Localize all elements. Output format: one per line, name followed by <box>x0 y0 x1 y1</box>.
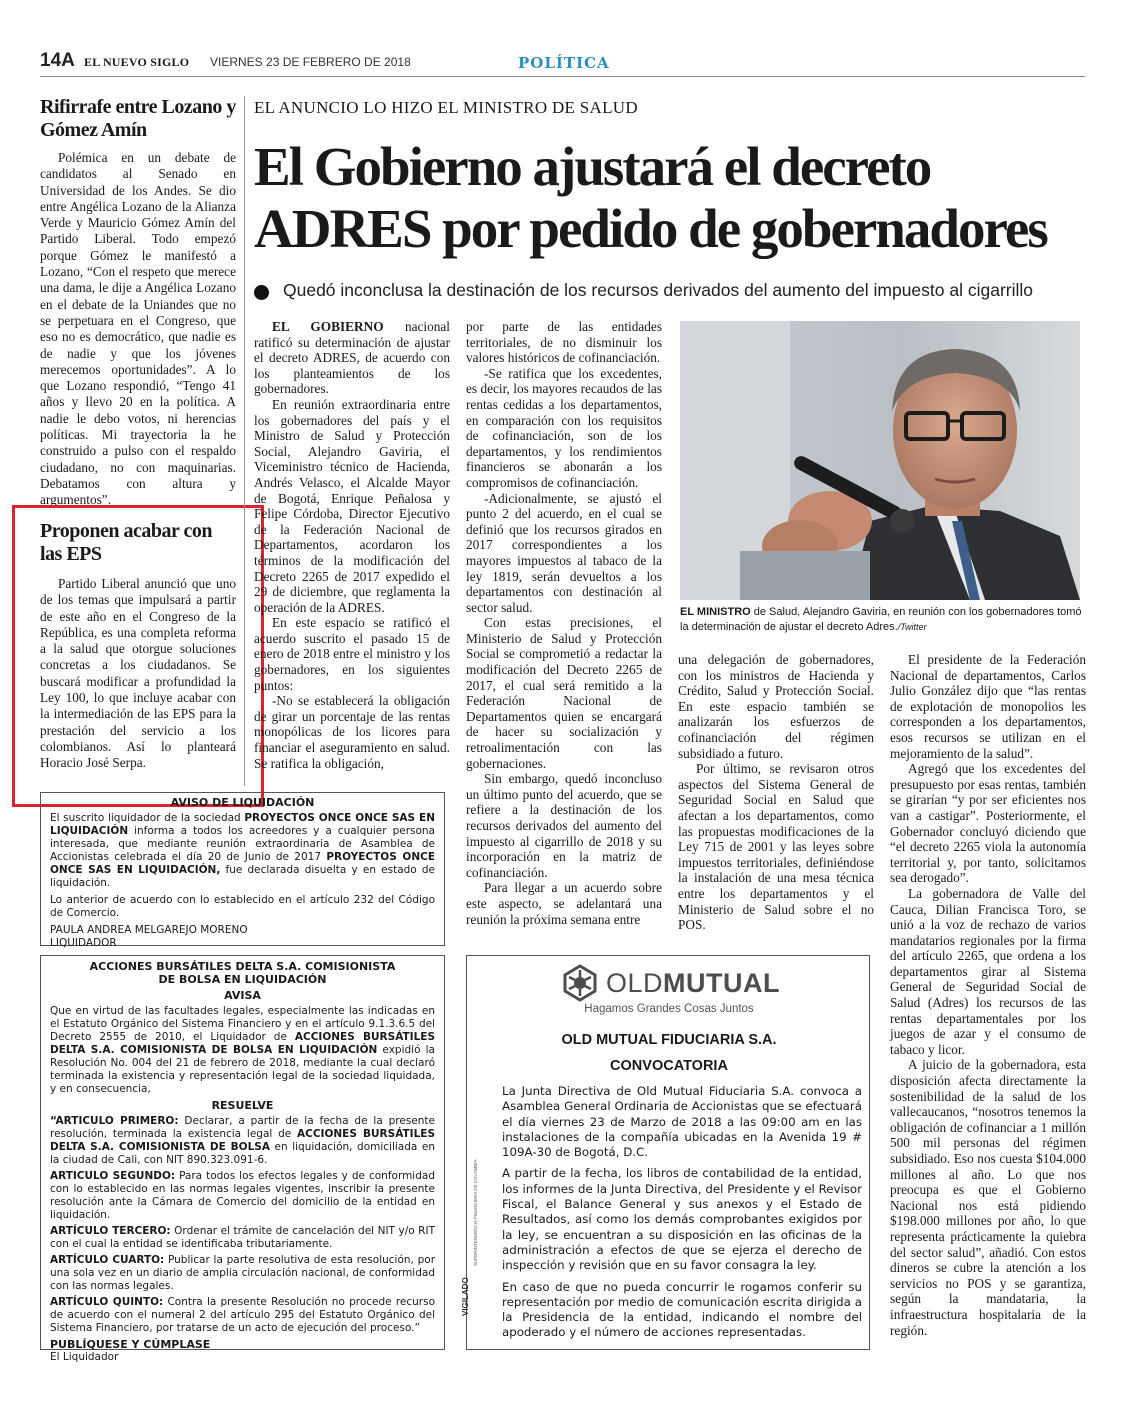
ad-aviso-liquidacion <box>40 792 445 949</box>
article-paragraph: El presidente de la Federación Nacional de departamentos, Carlos Julio González dijo que “las rentas de explotación de monopolios les corresponden a los departamentos, esos recursos se utilizan en el mejoramiento de la salud”. <box>890 652 1086 761</box>
logo-part-2: MUTUAL <box>663 968 781 998</box>
vigilado-label: VIGILADO <box>461 1277 470 1316</box>
article-paragraph: A juicio de la gobernadora, esta disposición afecta directamente la sostenibilidad de la salud de los vallecaucanos, “nosotros tenemos la obligación de cofinanciar a 1 millón 500 mil personas del régimen subsidiado. Eso nos cuesta $104.000 millones al año. Lo que nos preocupa es que el Gobierno Nacional nos está pidiendo $198.000 millones por año, lo que representa prácticamente la quiebra del sector salud”, añadió. Con estos dineros se cubre la atención a los servicios no POS y se garantiza, según la mandataria, la infraestructura hospitalaria de la región. <box>890 1057 1086 1338</box>
article-column-1 <box>254 319 450 771</box>
ad-text: informa a todos los acreedores y a cualquier persona interesada, que mediante reunión extraordinaria de Asamblea de Accionistas celebrada el día 20 de Junio de 2017 <box>50 825 435 863</box>
article-paragraph: En reunión extraordinaria entre los gobernadores del país y el Ministro de Salud y Protección Social, Alejandro Gaviria, el Viceministro técnico de Hacienda, Andrés Velasco, el Alcalde Mayor de Bogotá, Enrique Peñalosa y Felipe Córdoba, Director Ejecutivo de la Federación Nacional de Departamentos, acordaron los términos de la modificación del Decreto 2265 de 2017 expedido el 29 de diciembre, que reglamenta la operación de la ADRES. <box>254 396 450 615</box>
ad-article-label: ARTÍCULO QUINTO: <box>50 1296 164 1308</box>
ad-closing: PUBLÍQUESE Y CÚMPLASE <box>50 1338 211 1351</box>
photo-caption <box>680 605 1085 635</box>
ad-heading: AVISA <box>224 989 261 1002</box>
ad-text: expidió la Resolución No. 004 del 21 de febrero de 2018, mediante la cual declaró terminada la existencia y representación legal de la sociedad liquidada, y en consecuencia, <box>50 1044 435 1095</box>
ad-text-bold: ACCIONES BURSÁTILES DELTA S.A. COMISIONISTA DE BOLSA EN LIQUIDACIÓN <box>50 1031 436 1056</box>
superintendencia-label: SUPERINTENDENCIA FINANCIERA DE COLOMBIA <box>473 1159 478 1266</box>
ad-signer: El Liquidador <box>50 1351 119 1363</box>
old-mutual-logo <box>562 964 782 1004</box>
article-column-3 <box>678 652 874 933</box>
ad-article-label: ARTÍCULO CUARTO: <box>50 1254 165 1266</box>
ad-article <box>50 1115 435 1167</box>
article-paragraph: Por último, se revisaron otros aspectos del Sistema General de Seguridad Social en Salud que afectan a los departamentos, como las propuestas modificaciones de la Ley 715 de 2001 y las leyes sobre impuestos territoriales, definiéndose la instalación de una mesa técnica entre los departamentos y el Ministerio de Salud sobre el no POS. <box>678 761 874 933</box>
article-paragraph: La gobernadora de Valle del Cauca, Dilian Francisca Toro, se unió a la voz de rechazo de varios mandatarios regionales por la firma del artículo 2265, que ordena a los departamentos girar al Sistema General de Seguridad Social de Salud (Adres) los recursos de las rentas departamentales por los juegos de azar y el consumo de tabaco y licor. <box>890 885 1086 1057</box>
article-paragraph: Para llegar a un acuerdo sobre este aspecto, se adelantará una reunión la próxima semana entre <box>466 880 662 927</box>
ad-text-bold: ACCIONES BURSÁTILES DELTA S.A. COMISIONISTA DE BOLSA <box>50 1128 435 1153</box>
column-divider <box>244 96 245 786</box>
ad-acciones-delta <box>40 955 445 1363</box>
caption-credit: /Twitter <box>897 622 927 632</box>
sidebar-story-2-title: Proponen acabar con las EPS <box>40 520 212 565</box>
ad-title: AVISO DE LIQUIDACIÓN <box>170 796 315 809</box>
ad-paragraph: La Junta Directiva de Old Mutual Fiduciaria S.A. convoca a Asamblea General Ordinaria de Accionistas que se efectuará el día viernes 23 de Marzo de 2018 a las 09:00 am en las instalaciones de la compañía ubicadas en la Avenida 19 # 109A-30 de Bogotá, D.C. <box>502 1084 862 1160</box>
photo-illustration <box>680 321 1080 600</box>
article-lead: EL GOBIERNO <box>272 319 384 334</box>
article-paragraph: una delegación de gobernadores, con los ministros de Hacienda y Crédito, Salud y Protección Social. En este espacio también se analizarán los esfuerzos de cofinanciación del régimen subsidiado a futuro. <box>678 652 874 761</box>
ad-text: Contra la presente Resolución no procede recurso de acuerdo con el numeral 2 del artículo 295 del Estatuto Orgánico del Sistema Financiero, por tratarse de un acto de ejecución del proceso.” <box>50 1296 436 1334</box>
ad-text: Para todos los efectos legales y de conformidad con lo establecido en las normas legales vigentes, inscribir la presente resolución ante la Cámara de Comercio del domicilio de la entidad en liquidación. <box>50 1170 435 1221</box>
article-paragraph: Sin embargo, quedó inconcluso un último punto del acuerdo, que se refiere a la destinación de los recursos derivados del aumento del impuesto al cigarrillo de 2018 y su incorporación en la matriz de cofinanciación. <box>466 771 662 880</box>
article-headline <box>254 136 1099 260</box>
caption-lead: EL MINISTRO <box>680 606 751 618</box>
old-mutual-emblem-icon <box>562 964 598 1002</box>
ad-article <box>50 1170 435 1222</box>
sidebar-story-2-body: Partido Liberal anunció que uno de los temas que impulsará a partir de este año en el Congreso de la República, es una completa reforma a la salud que otorgue soluciones concretas a los ciudadanos. Se buscará modificar a profundidad la Ley 100, lo que incluye acabar con la intermediación de las EPS para la prestación del servicio a los colombianos. Así lo planteará Horacio José Serpa. <box>40 576 236 771</box>
article-paragraph: En este espacio se ratificó el acuerdo suscrito el pasado 15 de enero de 2018 entre el ministro y los gobernadores, en los siguientes puntos: <box>254 615 450 693</box>
ad-article <box>50 1225 435 1251</box>
ad-article-label: ARTICULO SEGUNDO: <box>50 1170 176 1182</box>
ad-article <box>50 1296 435 1335</box>
ad-text: fue declarada disuelta y en estado de liquidación. <box>50 864 435 889</box>
article-kicker: EL ANUNCIO LO HIZO EL MINISTRO DE SALUD <box>254 98 638 117</box>
ad-body <box>502 1084 862 1347</box>
minister-photo <box>680 321 1080 600</box>
article-column-4 <box>890 652 1086 1338</box>
headline-line-2: ADRES por pedido de gobernadores <box>254 198 1047 259</box>
ad-company: OLD MUTUAL FIDUCIARIA S.A. <box>561 1032 777 1048</box>
ad-tagline: Hagamos Grandes Cosas Juntos <box>584 1003 754 1015</box>
ad-text-bold: PROYECTOS ONCE ONCE SAS EN LIQUIDACIÓN <box>50 812 435 837</box>
ad-article-label: “ARTICULO PRIMERO: <box>50 1115 179 1127</box>
ad-text-bold: PROYECTOS ONCE ONCE SAS EN LIQUIDACIÓN, <box>50 851 435 876</box>
article-paragraph: -Se ratifica que los excedentes, es decir, los mayores recaudos de las rentas cedidas a los departamentos, en comparación con los requisitos de cofinanciación, son de los departamentos, y los rendimientos financieros se abonarán a los compromisos de cofinanciación. <box>466 365 662 490</box>
bullet-icon <box>254 285 269 300</box>
ad-text: Declarar, a partir de la fecha de la presente resolución, terminada la existencia legal de <box>50 1115 435 1140</box>
ad-text: Ordenar el trámite de cancelación del NIT y/o RIT con el cual la entidad se identificaba tributariamente. <box>50 1225 435 1250</box>
sidebar-story-1 <box>40 96 236 509</box>
ad-paragraph <box>50 1005 435 1096</box>
article-column-2 <box>466 319 662 927</box>
ad-paragraph: Lo anterior de acuerdo con lo establecido en el artículo 232 del Código de Comercio. <box>50 894 435 919</box>
ad-paragraph: A partir de la fecha, los libros de contabilidad de la entidad, los informes de la Junta Directiva, del Presidente y el Revisor Fiscal, el Balance General y sus anexos y el Estado de Resultados, así como los demás comprobantes exigidos por la ley, se encuentran a su disposición en las oficinas de la administración a efectos de que se ejerza el derecho de inspección y revisión que en su favor consagra la ley. <box>502 1166 862 1273</box>
sidebar-story-1-title: Rifirrafe entre Lozano y Gómez Amín <box>40 96 236 141</box>
article-paragraph: -No se establecerá la obligación de girar un porcentaje de las rentas monopólicas de los licores para financiar el aseguramiento en salud. Se ratifica la obligación, <box>254 693 450 771</box>
page-number: 14A <box>40 50 75 71</box>
article-paragraph: -Adicionalmente, se ajustó el punto 2 del acuerdo, en el cual se definió que los recursos girados en 2017 correspondientes a los mayores impuestos al tabaco de la ley 1819, serán devueltos a los departamentos con destinación al sector salud. <box>466 490 662 615</box>
ad-text: en liquidación, domiciliada en la ciudad de Cali, con NIT 890.323.091-6. <box>50 1141 436 1166</box>
ad-article <box>50 1254 435 1293</box>
ad-text: Que en virtud de las facultades legales, especialmente las indicadas en el Estatuto Orgánico del Sistema Financiero y en el artículo 9.1.3.6.5 del Decreto 2555 de 2010, el Liquidador de <box>50 1005 435 1043</box>
article-text: nacional ratificó su determinación de ajustar el decreto ADRES, de acuerdo con los planteamientos de los gobernadores. <box>254 319 450 397</box>
ad-heading: RESUELVE <box>211 1099 274 1112</box>
sidebar-story-2 <box>40 520 236 772</box>
ad-signer: PAULA ANDREA MELGAREJO MORENO <box>50 924 248 936</box>
ad-text: Publicar la parte resolutiva de esta resolución, por una sola vez en un diario de amplia circulación nacional, de conformidad con las normas legales. <box>50 1254 436 1292</box>
ad-paragraph: En caso de que no pueda concurrir le rogamos conferir su representación por medio de comunicación escrita dirigida a la Presidencia de la entidad, indicando el nombre del apoderado y el número de acciones representadas. <box>502 1279 862 1340</box>
article-paragraph: por parte de las entidades territoriales, de no disminuir los valores históricos de cofinanciación. <box>466 319 662 366</box>
caption-text: de Salud, Alejandro Gaviria, en reunión con los gobernadores tomó la determinación de ajustar el decreto Adres. <box>680 606 1082 633</box>
ad-paragraph <box>50 812 435 890</box>
ad-title: ACCIONES BURSÁTILES DELTA S.A. COMISIONISTA <box>89 960 396 973</box>
ad-role: LIQUIDADOR <box>50 937 117 949</box>
ad-article-label: ARTÍCULO TERCERO: <box>50 1225 171 1237</box>
section-name: POLÍTICA <box>518 54 610 72</box>
paper-date: VIERNES 23 DE FEBRERO DE 2018 <box>210 55 411 69</box>
ad-title: DE BOLSA EN LIQUIDACIÓN <box>158 973 327 986</box>
article-subtitle: Quedó inconclusa la destinación de los recursos derivados del aumento del impuesto al cigarrillo <box>283 280 1034 300</box>
paper-name: EL NUEVO SIGLO <box>84 55 190 69</box>
logo-wordmark <box>606 968 780 999</box>
article-paragraph: Con estas precisiones, el Ministerio de Salud y Protección Social se comprometió a redactar la modificación del Decreto 2265 de 2017, el cual será remitido a la Federación Nacional de Departamentos quien se encargará de hacer su socialización y retroalimentación con las gobernaciones. <box>466 615 662 771</box>
sidebar-story-1-body: Polémica en un debate de candidatos al Senado en Universidad de los Andes. Se dio entre Angélica Lozano de la Alianza Verde y Mauricio Gómez Amín del Partido Liberal. Todo empezó porque Gómez le manifestó a Lozano, “Con el respeto que merece una dama, le dije a Angélica Lozano en el debate de la Uniandes que no se perpetuara en el Congreso, que eso no es democrático, que nadie es de nadie y que los jóvenes merecemos oportunidades”. A lo que Lozano respondió, “Tengo 41 años y llevo 20 en la política. A nadie le debo votos, ni herencias políticas. Mi trayectoria la he construido a pulso con el respaldo ciudadano, no con maquinarias. Debatamos con altura y argumentos”. <box>40 150 236 508</box>
logo-part-1: OLD <box>606 968 664 998</box>
headline-line-1: El Gobierno ajustará el decreto <box>254 136 931 197</box>
ad-text: El suscrito liquidador de la sociedad <box>50 812 245 824</box>
ad-convocatoria: CONVOCATORIA <box>610 1058 728 1074</box>
ad-old-mutual <box>461 955 870 1350</box>
article-paragraph: Agregó que los excedentes del presupuesto por esas rentas, también se girarían “y por ser eficientes nos van a castigar”. Posteriormente, el Gobernador concluyó diciendo que “el decreto 2265 viola la autonomía territorial y, por tanto, solicitamos sea derogado”. <box>890 761 1086 886</box>
page-header <box>40 50 1085 77</box>
